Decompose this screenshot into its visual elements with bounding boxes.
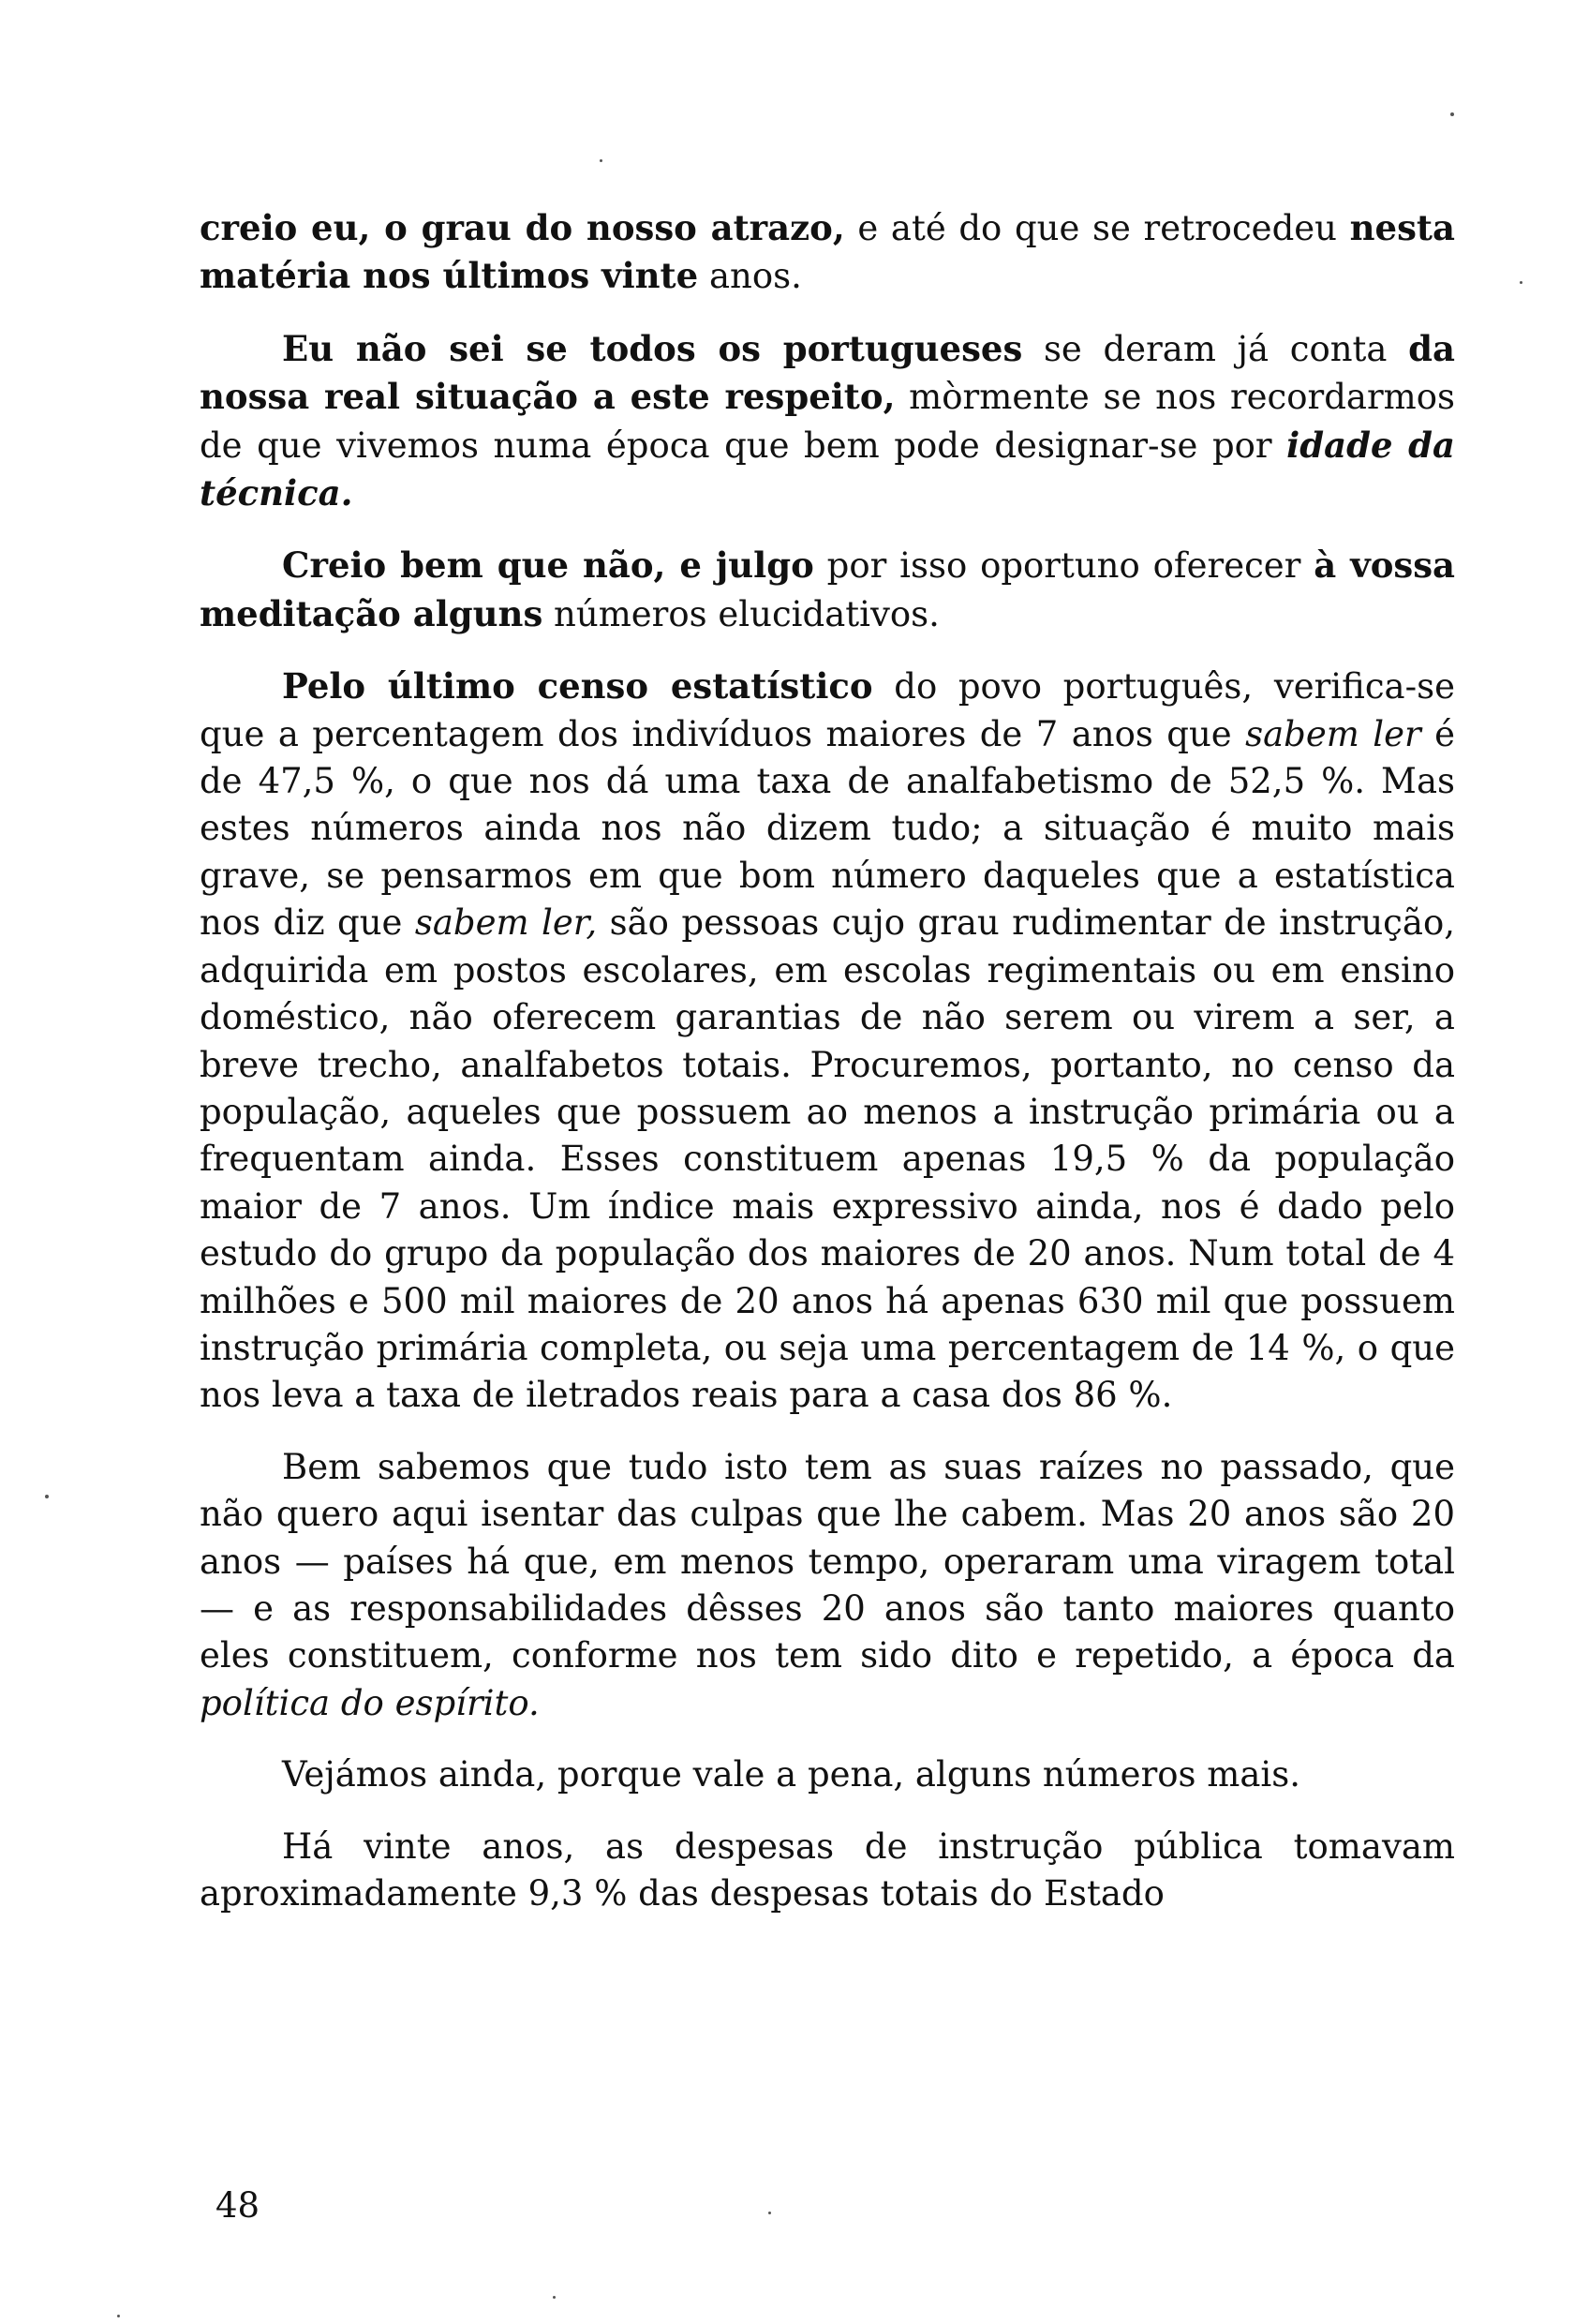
text-run: Pelo último censo estatístico: [282, 665, 873, 708]
text-run: sabem ler: [1245, 713, 1421, 754]
scan-speck: [1520, 281, 1522, 284]
text-run: creio eu, o grau do nosso atrazo,: [200, 207, 845, 248]
text-run: mòrmente se nos recordarmos de que vivemos numa época que bem pode designar-se por: [200, 377, 1455, 466]
scan-speck: [1450, 112, 1454, 116]
paragraph: [200, 1824, 1455, 1918]
scan-speck: [768, 2212, 771, 2214]
text-run: anos.: [698, 256, 802, 297]
paragraph: [200, 663, 1455, 1420]
text-run: Há vinte anos, as despesas de instrução pública tomavam aproximadamente 9,3 % das despesas totais do Estado: [200, 1825, 1455, 1914]
text-run: por isso oportuno oferecer: [813, 545, 1314, 587]
paragraph: [200, 204, 1455, 301]
paragraph: [200, 542, 1455, 638]
text-run: números elucidativos.: [542, 593, 940, 634]
body-text: [200, 204, 1455, 1942]
text-run: é de 47,5 %, o que nos dá uma taxa de analfabetismo de 52,5 %. Mas estes números ainda nos não dizem tudo; a situação é muito mais grave, se pensarmos em que bom número daqueles que a estatística nos diz que: [200, 713, 1455, 944]
text-run: são pessoas cujo grau rudimentar de instrução, adquirida em postos escolares, em escolas regimentais ou em ensino doméstico, não oferecem garantias de não serem ou virem a ser, a breve trecho, analfabetos totais. Procuremos, portanto, no censo da população, aqueles que possuem ao menos a instrução primária ou a frequentam ainda. Esses constituem apenas 19,5 % da população maior de 7 anos. Um índice mais expressivo ainda, nos é dado pelo estudo do grupo da população dos maiores de 20 anos. Num total de 4 milhões e 500 mil maiores de 20 anos há apenas 630 mil que possuem instrução primária completa, ou seja uma percentagem de 14 %, o que nos leva a taxa de iletrados reais para a casa dos 86 %.: [200, 902, 1455, 1416]
text-run: sabem ler,: [414, 902, 598, 944]
scan-speck: [117, 2315, 120, 2317]
text-run: Bem sabemos que tudo isto tem as suas raízes no passado, que não quero aqui isentar das culpas que lhe cabem. Mas 20 anos são 20 anos — países há que, em menos tempo, operaram uma viragem total — e as responsabilidades dêsses 20 anos são tanto maiores quanto eles constituem, conforme nos tem sido dito e repetido, a época da: [200, 1446, 1455, 1676]
text-run: Vejámos ainda, porque vale a pena, alguns números mais.: [282, 1754, 1301, 1795]
scan-speck: [45, 1495, 49, 1498]
text-run: da nossa real situação a este respeito,: [200, 327, 1455, 418]
scan-speck: [600, 159, 602, 162]
text-run: idade da técnica.: [200, 424, 1456, 514]
text-run: Creio bem que não, e julgo: [282, 544, 814, 587]
text-run: à vossa meditação alguns: [200, 544, 1456, 634]
paragraph: [200, 1444, 1455, 1727]
text-run: política do espírito.: [200, 1682, 540, 1723]
text-run: Eu não sei se todos os portugueses: [282, 327, 1023, 369]
paragraph: [200, 325, 1455, 518]
text-run: se deram já conta: [1022, 328, 1409, 369]
paragraph: [200, 1751, 1455, 1798]
text-run: e até do que se retrocedeu: [844, 208, 1350, 248]
text-run: nesta matéria nos últimos vinte: [200, 207, 1455, 297]
scan-speck: [553, 2296, 556, 2299]
text-run: do povo português, verifica-se que a percentagem dos indivíduos maiores de 7 anos que: [200, 666, 1455, 754]
page-number: 48: [215, 2185, 260, 2226]
